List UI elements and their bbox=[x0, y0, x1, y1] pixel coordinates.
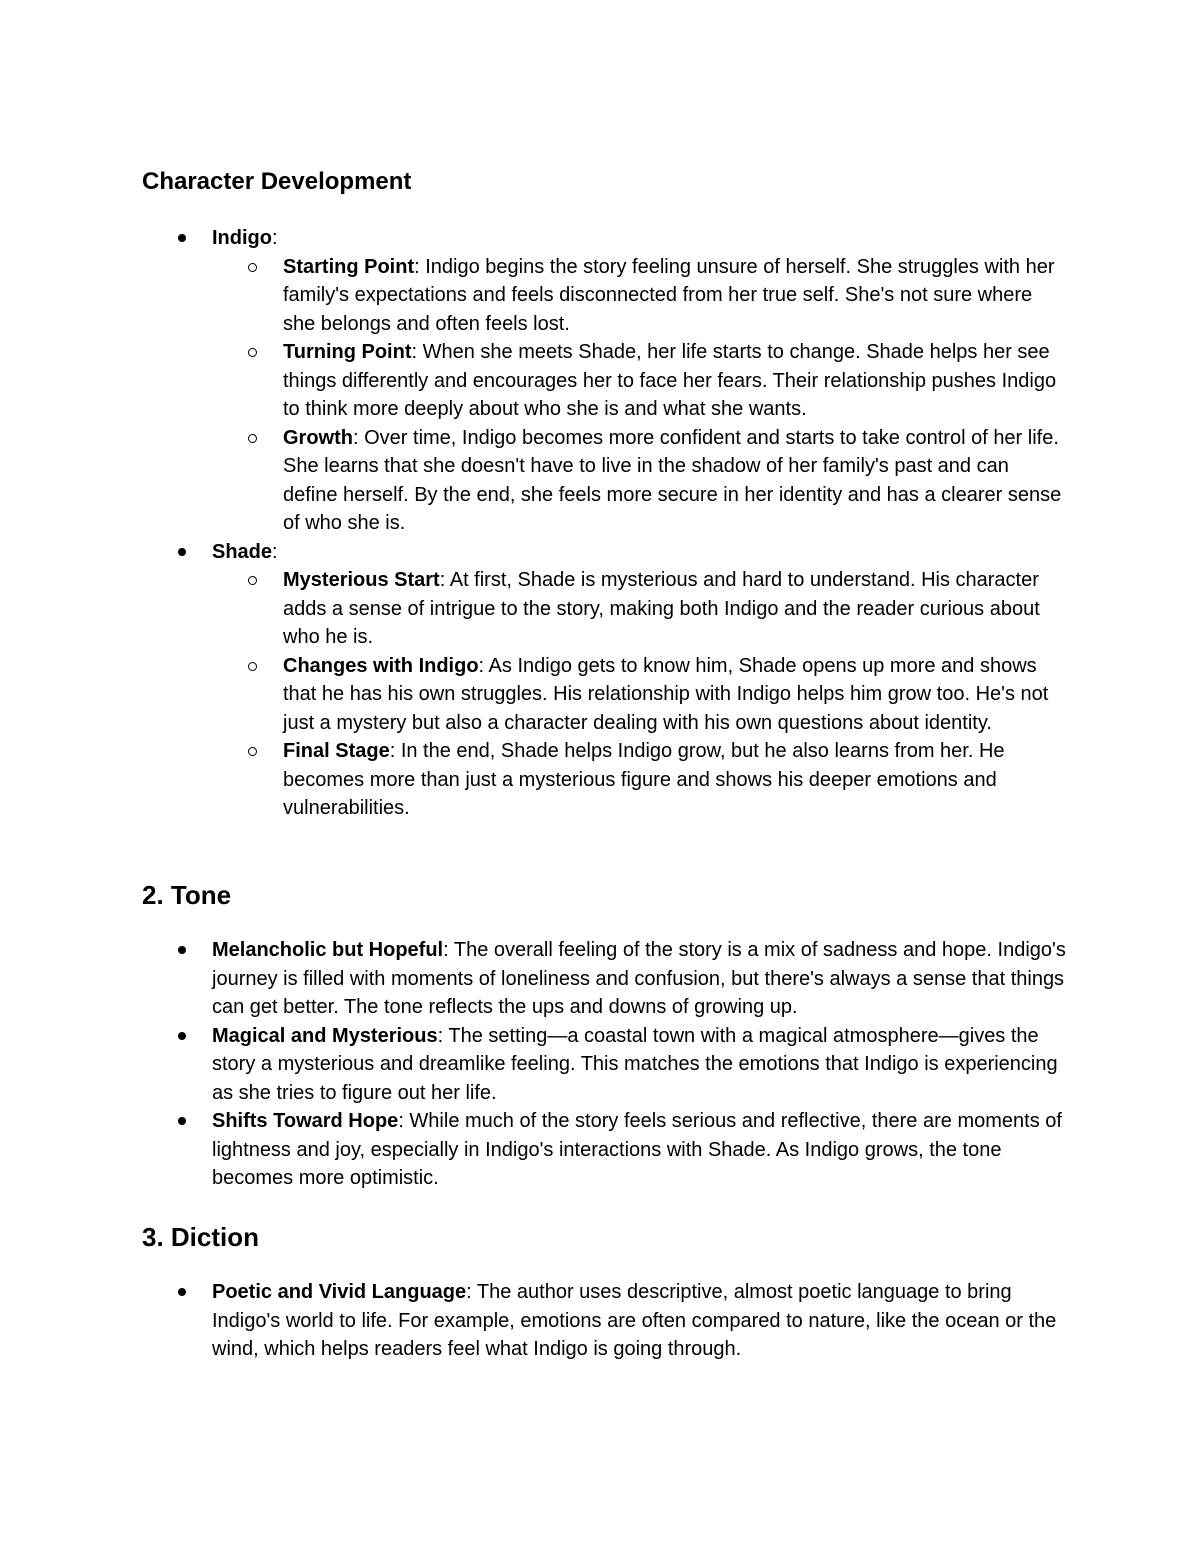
bullet-circle-icon bbox=[248, 747, 257, 756]
term-melancholic-but-hopeful: Melancholic but Hopeful bbox=[212, 939, 444, 961]
item-text: : The setting—a coastal town with a magical atmosphere—gives the story a mysterious and dreamlike feeling. This matches the emotions that Indigo is experiencing as she tries to figure out her life. bbox=[212, 1024, 1058, 1104]
bullet-circle-icon bbox=[248, 348, 257, 357]
heading-character-development: Character Development bbox=[142, 168, 412, 195]
bullet-disc-icon bbox=[178, 1117, 186, 1125]
sublist-item bbox=[283, 737, 1063, 823]
term-suffix: : bbox=[272, 540, 278, 563]
bullet-disc-icon bbox=[178, 946, 186, 954]
tone-list bbox=[0, 936, 1200, 1193]
term-mysterious-start: Mysterious Start bbox=[283, 569, 440, 591]
sublist-item bbox=[283, 253, 1063, 339]
item-text: : Indigo begins the story feeling unsure of herself. She struggles with her family's expectations and feels disconnected from her true self. She's not sure where she belongs and often feels lost. bbox=[283, 255, 1055, 335]
list-item bbox=[0, 936, 1072, 1022]
indigo-sublist bbox=[212, 253, 1072, 538]
section-diction bbox=[0, 1278, 1200, 1364]
heading-tone: 2. Tone bbox=[142, 880, 232, 910]
sublist-item bbox=[283, 566, 1063, 652]
item-text: : The author uses descriptive, almost poetic language to bring Indigo's world to life. For example, emotions are often compared to nature, like the ocean or the wind, which helps readers feel what Indigo is going through. bbox=[212, 1281, 1057, 1360]
item-text: : The overall feeling of the story is a mix of sadness and hope. Indigo's journey is filled with moments of loneliness and confusion, but there's always a sense that things can get better. The tone reflects the ups and downs of growing up. bbox=[212, 939, 1066, 1018]
list-item bbox=[0, 1022, 1072, 1108]
term-shade: Shade bbox=[212, 540, 273, 563]
bullet-disc-icon bbox=[178, 1032, 186, 1040]
bullet-disc-icon bbox=[178, 1288, 186, 1296]
term-starting-point: Starting Point bbox=[283, 255, 415, 278]
sublist-item bbox=[283, 424, 1063, 538]
item-text: : At first, Shade is mysterious and hard to understand. His character adds a sense of intrigue to the story, making both Indigo and the reader curious about who he is. bbox=[283, 569, 1040, 648]
item-text: : Over time, Indigo becomes more confident and starts to take control of her life. She learns that she doesn't have to live in the shadow of her family's past and can define herself. By the end, she feels more secure in her identity and has a clearer sense of who she is. bbox=[283, 426, 1062, 534]
term-suffix: : bbox=[271, 227, 278, 249]
bullet-disc-icon bbox=[178, 548, 186, 556]
term-magical-and-mysterious: Magical and Mysterious bbox=[212, 1024, 438, 1047]
heading-diction: 3. Diction bbox=[142, 1222, 260, 1252]
diction-list bbox=[0, 1278, 1200, 1364]
item-text: : While much of the story feels serious and reflective, there are moments of lightness and joy, especially in Indigo's interactions with Shade. As Indigo grows, the tone becomes more optimistic. bbox=[212, 1110, 1062, 1189]
term-poetic-and-vivid-language: Poetic and Vivid Language bbox=[212, 1281, 467, 1303]
character-list bbox=[0, 224, 1200, 823]
term-turning-point: Turning Point bbox=[283, 341, 412, 363]
section-tone bbox=[0, 936, 1200, 1193]
shade-sublist bbox=[212, 566, 1072, 823]
bullet-circle-icon bbox=[248, 263, 257, 272]
bullet-disc-icon bbox=[178, 234, 186, 242]
term-changes-with-indigo: Changes with Indigo bbox=[283, 654, 479, 677]
term-growth: Growth bbox=[283, 426, 353, 449]
bullet-circle-icon bbox=[248, 576, 257, 585]
list-item-indigo bbox=[0, 224, 1072, 538]
item-text: : As Indigo gets to know him, Shade opens up more and shows that he has his own struggles. His relationship with Indigo helps him grow too. He's not just a mystery but also a character dealing with his own questions about identity. bbox=[283, 654, 1049, 734]
list-item bbox=[0, 1107, 1072, 1193]
term-shifts-toward-hope: Shifts Toward Hope bbox=[212, 1110, 399, 1132]
sublist-item bbox=[283, 652, 1063, 738]
term-indigo: Indigo bbox=[212, 227, 272, 249]
list-item-shade bbox=[0, 538, 1072, 823]
bullet-circle-icon bbox=[248, 434, 257, 443]
item-text: : When she meets Shade, her life starts to change. Shade helps her see things differently and encourages her to face her fears. Their relationship pushes Indigo to think more deeply about who she is and what she wants. bbox=[283, 341, 1057, 420]
item-text: : In the end, Shade helps Indigo grow, but he also learns from her. He becomes more than just a mysterious figure and shows his deeper emotions and vulnerabilities. bbox=[283, 740, 1005, 819]
list-item bbox=[0, 1278, 1072, 1364]
term-final-stage: Final Stage bbox=[283, 740, 390, 762]
sublist-item bbox=[283, 338, 1063, 424]
bullet-circle-icon bbox=[248, 662, 257, 671]
section-character-development bbox=[0, 224, 1200, 823]
